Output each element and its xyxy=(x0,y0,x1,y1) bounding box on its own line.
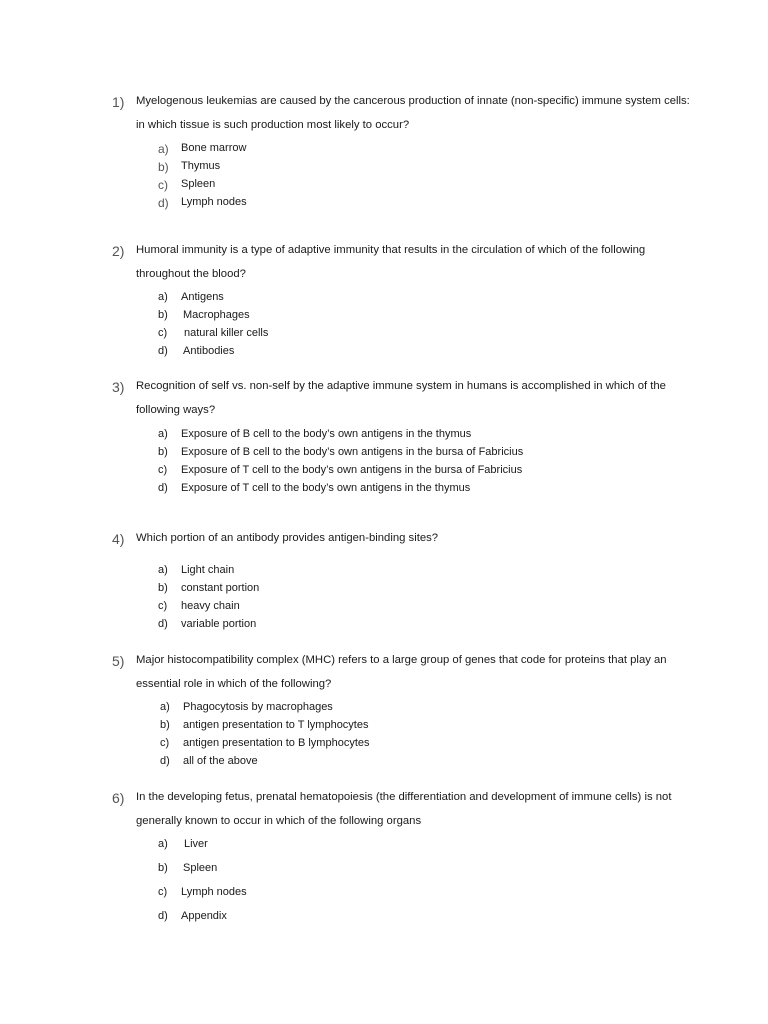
question-number: 5) xyxy=(112,653,125,669)
question-number: 3) xyxy=(112,379,125,395)
question-text: Humoral immunity is a type of adaptive immunity that results in the circulation of which of the following throughout the blood? xyxy=(136,244,646,280)
document-page: 1) Myelogenous leukemias are caused by the cancerous production of innate (non-specific) immune system cells: in which tissue is such production most likely to occur? a) Bone marrow b) Thymus c) Spleen d) Lymph nodes 2) Humoral immunity is a type of adaptive immunity that results in the circulation of which of the following throughout the blood? a) Antigens b) Macrophages c) natural killer cells d) Antibodies 3) Recognition of self vs. non-self by the adaptive immune system in humans is accomplished in which of the following ways? a) Exposure of B cell to the body’s own antigens in the thymus b) Exposure of B cell to the body’s own antigens in the bursa of Fabricius c) Exposure of T cell to the body’s own antigens in the bursa of Fabricius d) Exposure of T cell to the body’s own antigens in the thymus 4) Which portion of an antibody provides antigen-binding sites? a) Light chain b) constant portion c) heavy chain d) variable portion 5) Major histocompatibility complex (MHC) refers to a large group of genes that code for proteins that play an essential role in which of the following? a) Phagocytosis by macrophages b) antigen presentation to T lymphocytes c) antigen presentation to B lymphocytes d) all of the above 6) In the developing fetus, prenatal hematopoiesis (the differentiation and development of immune cells) is not generally known to occur in which of the following organs a) Liver b) Spleen c) Lymph nodes d) Appendix xyxy=(0,0,768,1024)
question-text: Recognition of self vs. non-self by the adaptive immune system in humans is accomplished in which of the following ways? xyxy=(136,380,666,416)
question-number: 2) xyxy=(112,243,125,259)
question-text: Major histocompatibility complex (MHC) refers to a large group of genes that code for proteins that play an essential role in which of the following? xyxy=(136,654,667,690)
question-text: Myelogenous leukemias are caused by the cancerous production of innate (non-specific) immune system cells: in which tissue is such production most likely to occur? xyxy=(136,95,690,131)
question-text: In the developing fetus, prenatal hematopoiesis (the differentiation and development of immune cells) is not generally known to occur in which of the following organs xyxy=(136,791,672,827)
question-text: Which portion of an antibody provides antigen-binding sites? xyxy=(136,532,439,544)
question-number: 6) xyxy=(112,790,125,806)
question-number: 1) xyxy=(112,94,125,110)
question-number: 4) xyxy=(112,531,125,547)
